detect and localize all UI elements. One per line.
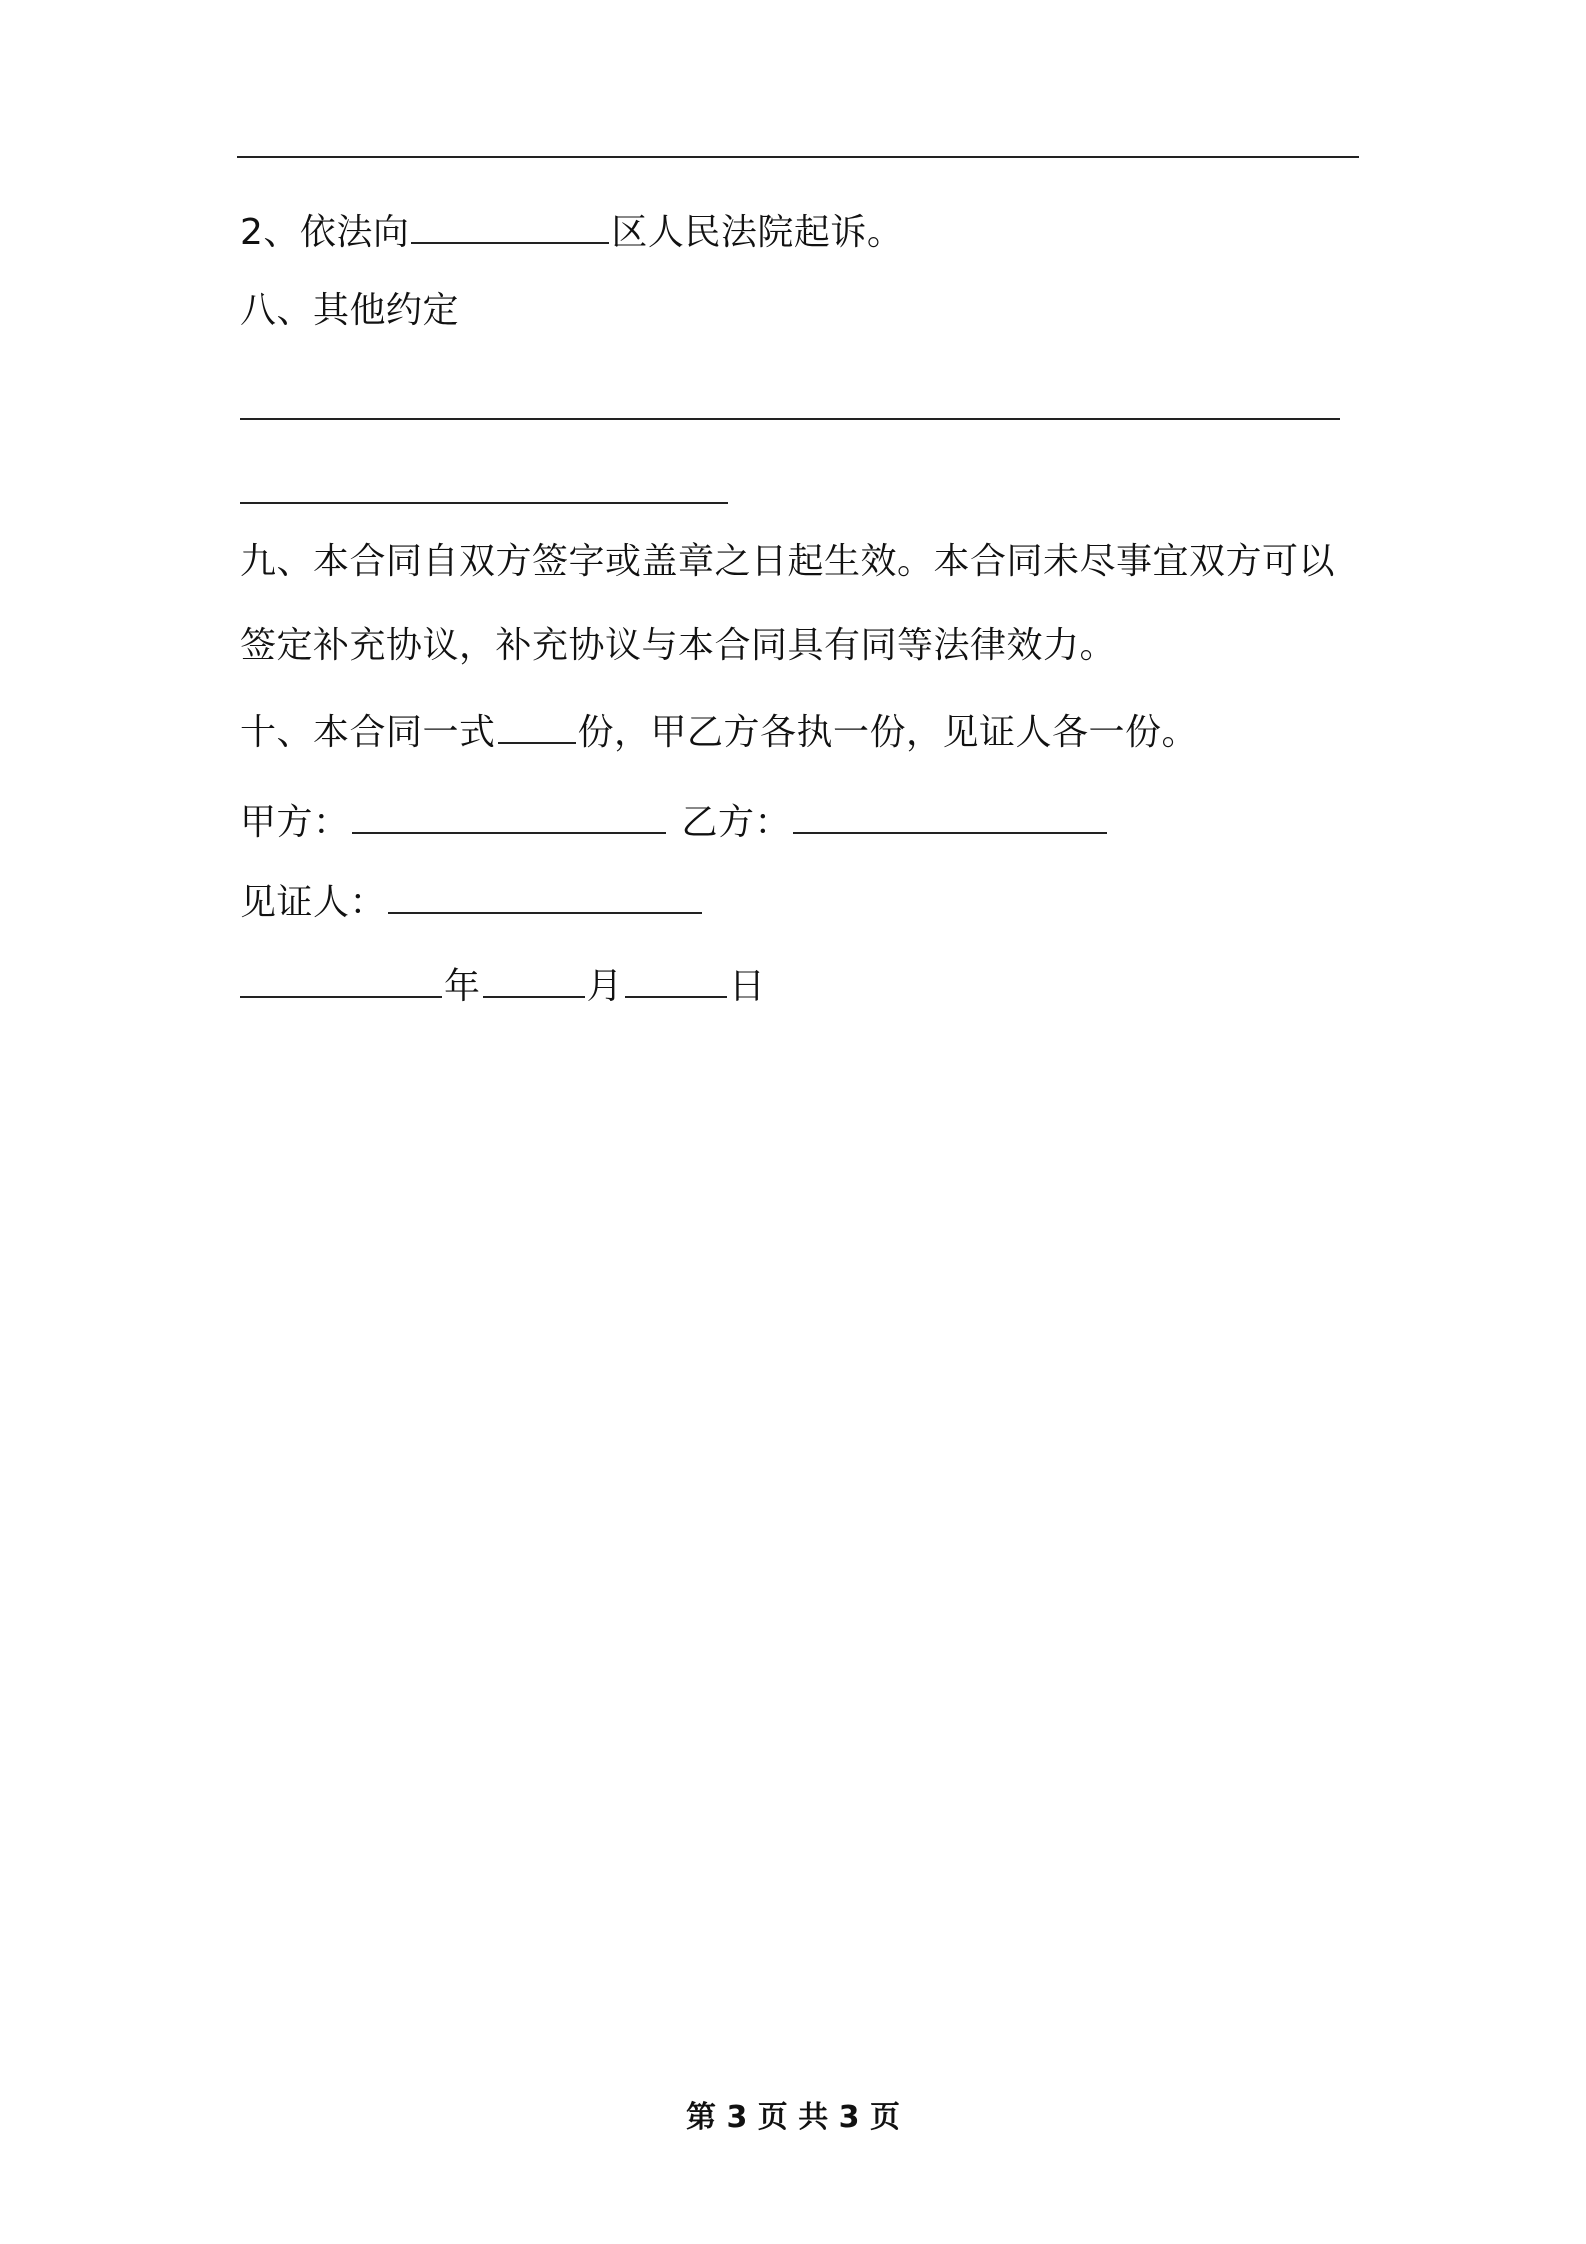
party-b-label: 乙方： [681,802,792,843]
year-blank[interactable] [240,960,442,998]
party-signatures [240,796,1109,847]
section-8-heading: 八、其他约定 [240,290,460,331]
court-clause [240,206,903,257]
section-9-line-2: 签定补充协议，补充协议与本合同具有同等法律效力。 [240,625,1117,666]
section-10 [240,706,1198,757]
copies-blank[interactable] [498,706,576,744]
witness-label: 见证人： [240,882,387,923]
year-label: 年 [444,966,481,1007]
section-10-prefix: 十、本合同一式 [240,712,496,753]
page-number: 第 3 页 共 3 页 [686,2100,900,2135]
other-terms-blank-1[interactable] [240,418,1340,420]
court-clause-prefix: 2、依法向 [240,212,410,253]
witness-signature [240,876,704,927]
other-terms-blank-2[interactable] [240,502,728,504]
day-label: 日 [729,966,766,1007]
section-10-suffix: 份，甲乙方各执一份，见证人各一份。 [577,712,1199,753]
court-clause-suffix: 区人民法院起诉。 [611,212,904,253]
day-blank[interactable] [625,960,727,998]
party-b-signature-blank[interactable] [793,796,1107,834]
section-9-line-1: 九、本合同自双方签字或盖章之日起生效。本合同未尽事宜双方可以 [240,541,1336,582]
month-blank[interactable] [483,960,585,998]
party-a-signature-blank[interactable] [352,796,666,834]
header-rule [237,156,1359,158]
party-a-label: 甲方： [240,802,350,843]
witness-signature-blank[interactable] [388,876,702,914]
date-line [240,960,766,1011]
court-name-blank[interactable] [411,206,609,244]
month-label: 月 [586,966,624,1007]
